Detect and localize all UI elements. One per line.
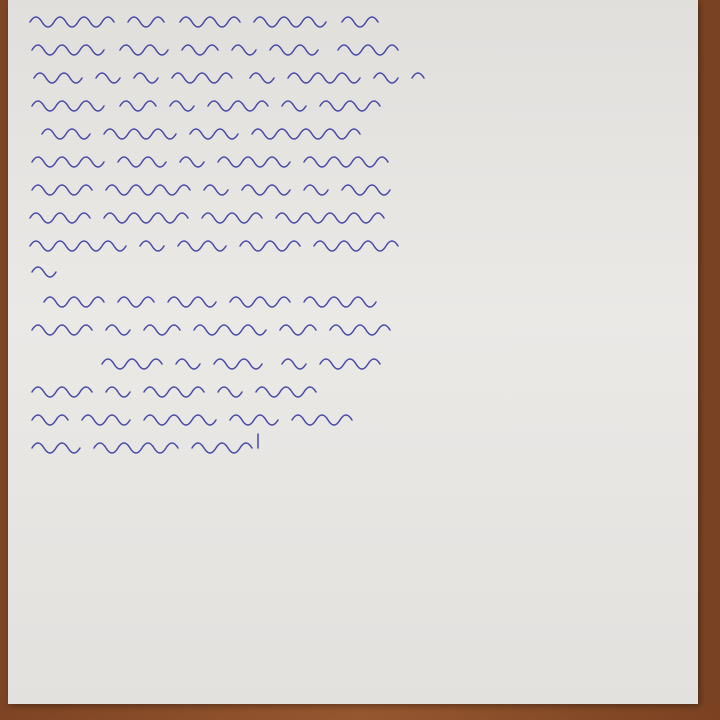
line-3	[34, 73, 424, 83]
line-10	[32, 267, 56, 277]
line-14	[32, 387, 316, 397]
line-5	[42, 129, 360, 139]
line-6	[32, 157, 388, 167]
line-12	[32, 325, 390, 335]
line-8	[30, 213, 384, 223]
line-16	[32, 434, 258, 453]
line-15	[32, 415, 352, 425]
paragraph-4	[32, 359, 380, 453]
line-4	[32, 101, 380, 111]
paragraph-1	[30, 17, 424, 111]
line-13	[102, 359, 380, 369]
line-11	[44, 297, 376, 307]
line-7	[32, 185, 390, 195]
paragraph-3	[32, 297, 390, 335]
line-1	[30, 17, 378, 27]
line-2	[32, 45, 398, 55]
line-9	[30, 241, 398, 251]
paragraph-2	[30, 129, 398, 277]
